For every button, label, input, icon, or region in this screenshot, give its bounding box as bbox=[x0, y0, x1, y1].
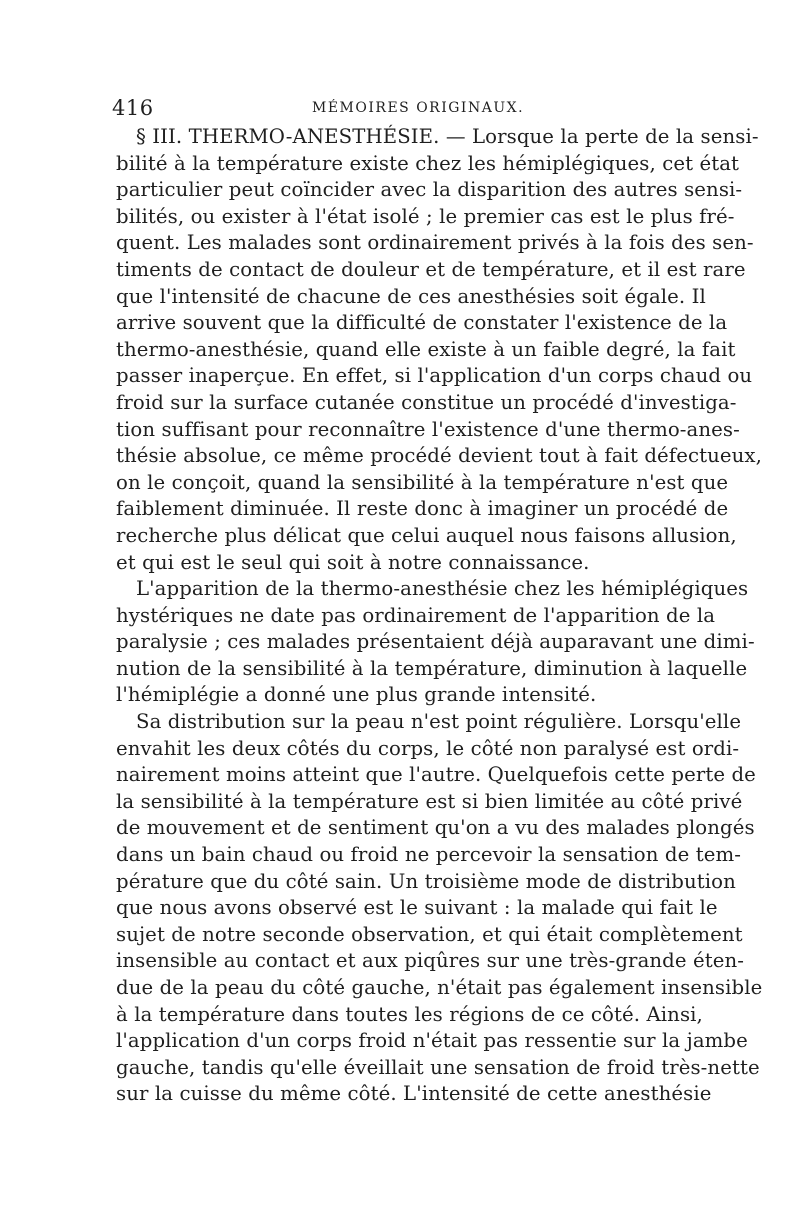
text-line: on le conçoit, quand la sensibilité à la température n'est que bbox=[116, 470, 729, 494]
text-line: thermo-anesthésie, quand elle existe à un faible degré, la fait bbox=[116, 337, 736, 361]
body-text bbox=[116, 124, 763, 1108]
running-title: MÉMOIRES ORIGINAUX. bbox=[312, 100, 525, 116]
text-line: froid sur la surface cutanée constitue un procédé d'investiga- bbox=[116, 390, 737, 414]
page-header bbox=[112, 96, 690, 122]
text-line: due de la peau du côté gauche, n'était pas également insensible bbox=[116, 976, 763, 999]
text-line: passer inaperçue. En effet, si l'application d'un corps chaud ou bbox=[116, 364, 753, 388]
text-line: de mouvement et de sentiment qu'on a vu des malades plongés bbox=[116, 816, 755, 840]
text-line: gauche, tandis qu'elle éveillait une sensation de froid très-nette bbox=[116, 1055, 760, 1079]
text-line: sujet de notre seconde observation, et qui était complètement bbox=[116, 922, 743, 946]
text-line: L'apparition de la thermo-anesthésie chez les hémiplégiques bbox=[136, 577, 749, 601]
text-line: faiblement diminuée. Il reste donc à imaginer un procédé de bbox=[116, 497, 729, 521]
text-line: à la température dans toutes les régions de ce côté. Ainsi, bbox=[116, 1002, 703, 1026]
text-line: thésie absolue, ce même procédé devient tout à fait défectueux, bbox=[116, 444, 762, 468]
text-line: bilité à la température existe chez les hémiplégiques, cet état bbox=[116, 151, 740, 175]
text-line: quent. Les malades sont ordinairement privés à la fois des sen- bbox=[116, 231, 754, 255]
text-line: nution de la sensibilité à la température, diminution à laquelle bbox=[116, 656, 748, 680]
page-number: 416 bbox=[112, 96, 154, 120]
text-line: insensible au contact et aux piqûres sur une très-grande éten- bbox=[116, 949, 745, 973]
text-line: hystériques ne date pas ordinairement de l'apparition de la bbox=[116, 603, 716, 627]
text-line: tion suffisant pour reconnaître l'existence d'une thermo-anes- bbox=[116, 417, 740, 441]
text-line: recherche plus délicat que celui auquel nous faisons allusion, bbox=[116, 523, 737, 547]
text-line: envahit les deux côtés du corps, le côté non paralysé est ordi- bbox=[116, 736, 740, 760]
text-line: sur la cuisse du même côté. L'intensité de cette anesthésie bbox=[116, 1082, 712, 1106]
text-line: paralysie ; ces malades présentaient déjà auparavant une dimi- bbox=[116, 630, 755, 654]
text-line: arrive souvent que la difficulté de constater l'existence de la bbox=[116, 311, 728, 335]
text-line: et qui est le seul qui soit à notre connaissance. bbox=[116, 550, 590, 574]
text-line: pérature que du côté sain. Un troisième mode de distribution bbox=[116, 869, 736, 893]
paragraph-thermo-anesthesie bbox=[116, 124, 762, 576]
text-line: nairement moins atteint que l'autre. Quelquefois cette perte de bbox=[116, 763, 756, 787]
text-line: Sa distribution sur la peau n'est point régulière. Lorsqu'elle bbox=[136, 710, 742, 734]
text-line: que l'intensité de chacune de ces anesthésies soit égale. Il bbox=[116, 284, 706, 308]
text-line: la sensibilité à la température est si bien limitée au côté privé bbox=[116, 789, 743, 813]
text-line: que nous avons observé est le suivant : la malade qui fait le bbox=[116, 896, 718, 920]
text-line: § III. THERMO-ANESTHÉSIE. — Lorsque la perte de la sensi- bbox=[136, 125, 759, 148]
text-line: timents de contact de douleur et de température, et il est rare bbox=[116, 257, 746, 281]
text-line: bilités, ou exister à l'état isolé ; le premier cas est le plus fré- bbox=[116, 204, 735, 228]
text-line: particulier peut coïncider avec la disparition des autres sensi- bbox=[116, 178, 743, 202]
text-line: dans un bain chaud ou froid ne percevoir la sensation de tem- bbox=[116, 843, 741, 867]
text-line: l'application d'un corps froid n'était pas ressentie sur la jambe bbox=[116, 1029, 748, 1053]
text-line: l'hémiplégie a donné une plus grande intensité. bbox=[116, 683, 597, 707]
paragraph-distribution bbox=[116, 709, 763, 1108]
paragraph-apparition bbox=[116, 576, 755, 709]
